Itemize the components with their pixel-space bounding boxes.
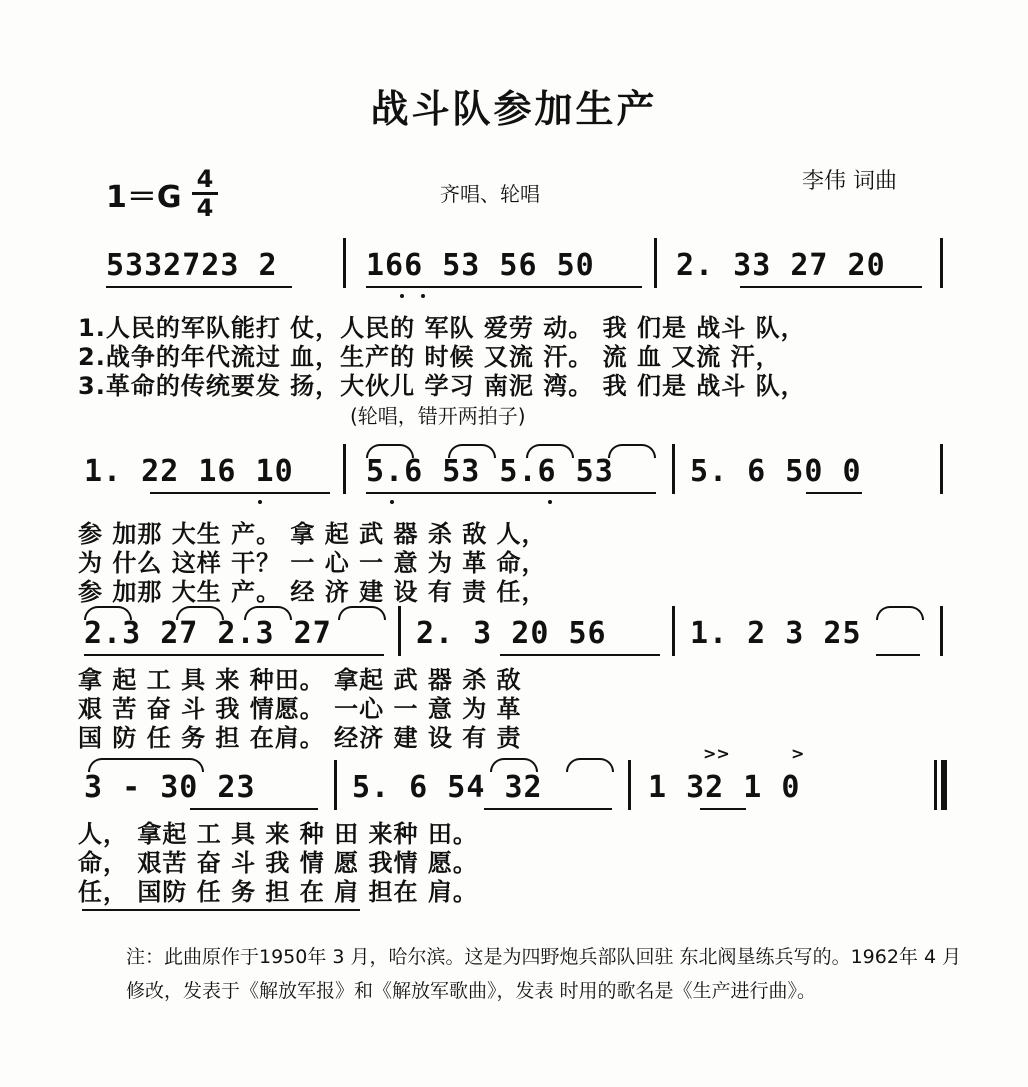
final-barline-thick xyxy=(941,760,947,810)
measure: 1. 2 3 25 xyxy=(690,616,862,651)
measure: 3 - 30 23 xyxy=(84,770,256,805)
barline xyxy=(940,444,943,494)
slur xyxy=(566,758,614,772)
credit: 李伟 词曲 xyxy=(802,169,897,194)
measure: 5332723 2 xyxy=(106,248,278,283)
footnote-separator xyxy=(82,909,360,911)
barline xyxy=(628,760,631,810)
measure: 5.6 53 5.6 53 xyxy=(366,454,614,489)
beam-underline xyxy=(500,654,660,656)
octave-dot xyxy=(548,500,552,504)
lyric-line: 人， 拿起 工 具 来 种 田 来种 田。 xyxy=(78,820,478,848)
beam-underline xyxy=(806,492,862,494)
canon-annotation: (轮唱，错开两拍子) xyxy=(350,404,526,428)
final-barline-thin xyxy=(934,760,937,810)
barline xyxy=(343,444,346,494)
lyric-line: 拿 起 工 具 来 种田。 拿起 武 器 杀 敌 xyxy=(78,666,522,694)
lyric-line: 命， 艰苦 奋 斗 我 情 愿 我情 愿。 xyxy=(78,849,478,877)
beam-underline xyxy=(876,654,920,656)
beam-underline xyxy=(740,286,922,288)
accent-mark: >> xyxy=(703,744,730,763)
beam-underline xyxy=(366,286,642,288)
measure: 2. 33 27 20 xyxy=(676,248,886,283)
slur xyxy=(876,606,924,620)
slur xyxy=(608,444,656,458)
measure: 5. 6 54 32 xyxy=(352,770,543,805)
measure: 166 53 56 50 xyxy=(366,248,595,283)
lyric-line: 参 加那 大生 产。 拿 起 武 器 杀 敌 人， xyxy=(78,520,547,548)
measure: 1 32 1 0 xyxy=(648,770,801,805)
octave-dot xyxy=(258,500,262,504)
time-signature-top: 4 xyxy=(192,166,218,195)
lyric-line: 2.战争的年代流过 血，生产的 时候 又流 汗。 流 血 又流 汗， xyxy=(78,343,781,371)
lyric-line: 任， 国防 任 务 担 在 肩 担在 肩。 xyxy=(78,878,478,906)
time-signature-bottom: 4 xyxy=(196,194,214,222)
beam-underline xyxy=(366,492,656,494)
octave-dot xyxy=(421,294,425,298)
performance-mode: 齐唱、轮唱 xyxy=(440,182,540,206)
song-title: 战斗队参加生产 xyxy=(370,87,658,131)
octave-dot xyxy=(400,294,404,298)
beam-underline xyxy=(106,286,292,288)
lyric-line: 国 防 任 务 担 在肩。 经济 建 设 有 责 xyxy=(78,724,522,752)
octave-dot xyxy=(390,500,394,504)
time-signature xyxy=(192,166,218,221)
measure: 2.3 27 2.3 27 xyxy=(84,616,332,651)
barline xyxy=(343,238,346,288)
measure: 1. 22 16 10 xyxy=(84,454,294,489)
lyric-line: 参 加那 大生 产。 经 济 建 设 有 责 任， xyxy=(78,578,547,606)
accent-mark: > xyxy=(791,744,805,763)
measure: 2. 3 20 56 xyxy=(416,616,607,651)
barline xyxy=(672,444,675,494)
beam-underline xyxy=(190,808,318,810)
barline xyxy=(940,238,943,288)
lyric-line: 为 什么 这样 干？ 一 心 一 意 为 革 命， xyxy=(78,549,547,577)
key-signature: 1＝G xyxy=(106,180,182,215)
barline xyxy=(672,606,675,656)
beam-underline xyxy=(150,492,330,494)
beam-underline xyxy=(484,808,612,810)
beam-underline xyxy=(700,808,746,810)
measure: 5. 6 50 0 xyxy=(690,454,862,489)
slur xyxy=(338,606,386,620)
barline xyxy=(334,760,337,810)
barline xyxy=(940,606,943,656)
lyric-line: 1.人民的军队能打 仗，人民的 军队 爱劳 动。 我 们是 战斗 队， xyxy=(78,314,806,342)
barline xyxy=(398,606,401,656)
beam-underline xyxy=(84,654,384,656)
lyric-line: 艰 苦 奋 斗 我 情愿。 一心 一 意 为 革 xyxy=(78,695,522,723)
barline xyxy=(654,238,657,288)
footnote: 注：此曲原作于1950年 3 月，哈尔滨。这是为四野炮兵部队回驻 东北阀垦练兵写的。1962年 4 月修改，发表于《解放军报》和《解放军歌曲》，发表 时用的歌名是《生产进行曲》。 xyxy=(126,946,962,1002)
lyric-line: 3.革命的传统要发 扬，大伙儿 学习 南泥 湾。 我 们是 战斗 队， xyxy=(78,372,806,400)
